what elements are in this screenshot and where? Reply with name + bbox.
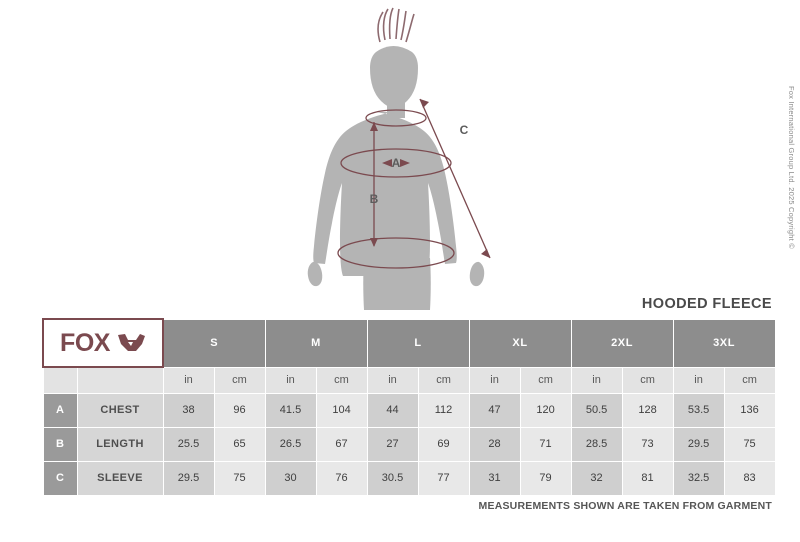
unit-m-cm: cm xyxy=(316,367,367,393)
cell-chest-3xl-in: 53.5 xyxy=(673,393,724,427)
unit-s-cm: cm xyxy=(214,367,265,393)
cell-sleeve-l-in: 30.5 xyxy=(367,461,418,495)
row-letter-a: A xyxy=(43,393,77,427)
marker-c-label: C xyxy=(459,123,469,137)
marker-b-label: B xyxy=(369,192,379,206)
cell-chest-m-in: 41.5 xyxy=(265,393,316,427)
size-chart-table xyxy=(42,318,776,496)
cell-sleeve-3xl-in: 32.5 xyxy=(673,461,724,495)
unit-row-spacer-letter xyxy=(43,367,77,393)
cell-length-l-cm: 69 xyxy=(418,427,469,461)
cell-chest-2xl-in: 50.5 xyxy=(571,393,622,427)
unit-l-cm: cm xyxy=(418,367,469,393)
row-label-length: LENGTH xyxy=(77,427,163,461)
measurement-note: MEASUREMENTS SHOWN ARE TAKEN FROM GARMENT xyxy=(478,500,772,512)
table-unit-row xyxy=(43,367,775,393)
unit-3xl-in: in xyxy=(673,367,724,393)
cell-length-m-in: 26.5 xyxy=(265,427,316,461)
cell-length-l-in: 27 xyxy=(367,427,418,461)
hair-bun-icon xyxy=(378,8,414,42)
row-letter-c: C xyxy=(43,461,77,495)
row-label-sleeve: SLEEVE xyxy=(77,461,163,495)
cell-chest-l-in: 44 xyxy=(367,393,418,427)
unit-3xl-cm: cm xyxy=(724,367,775,393)
size-header-l: L xyxy=(367,319,469,367)
cell-sleeve-2xl-in: 32 xyxy=(571,461,622,495)
size-header-2xl: 2XL xyxy=(571,319,673,367)
cell-sleeve-s-cm: 75 xyxy=(214,461,265,495)
body-silhouette xyxy=(308,46,485,310)
cell-chest-2xl-cm: 128 xyxy=(622,393,673,427)
unit-l-in: in xyxy=(367,367,418,393)
row-letter-b: B xyxy=(43,427,77,461)
table-row xyxy=(43,427,775,461)
cell-length-3xl-in: 29.5 xyxy=(673,427,724,461)
marker-a-label: A xyxy=(391,156,401,170)
brand-name: FOX xyxy=(60,328,110,357)
unit-s-in: in xyxy=(163,367,214,393)
unit-xl-in: in xyxy=(469,367,520,393)
cell-length-xl-in: 28 xyxy=(469,427,520,461)
cell-length-3xl-cm: 75 xyxy=(724,427,775,461)
female-torso-diagram xyxy=(250,0,560,310)
cell-chest-xl-in: 47 xyxy=(469,393,520,427)
cell-length-m-cm: 67 xyxy=(316,427,367,461)
brand-logo-cell xyxy=(43,319,163,367)
cell-sleeve-3xl-cm: 83 xyxy=(724,461,775,495)
size-header-s: S xyxy=(163,319,265,367)
cell-length-2xl-in: 28.5 xyxy=(571,427,622,461)
unit-2xl-cm: cm xyxy=(622,367,673,393)
fox-head-icon xyxy=(116,332,146,354)
size-header-xl: XL xyxy=(469,319,571,367)
cell-sleeve-xl-cm: 79 xyxy=(520,461,571,495)
cell-chest-s-in: 38 xyxy=(163,393,214,427)
cell-chest-m-cm: 104 xyxy=(316,393,367,427)
table-row xyxy=(43,461,775,495)
unit-2xl-in: in xyxy=(571,367,622,393)
cell-chest-xl-cm: 120 xyxy=(520,393,571,427)
unit-xl-cm: cm xyxy=(520,367,571,393)
cell-sleeve-m-in: 30 xyxy=(265,461,316,495)
cell-sleeve-xl-in: 31 xyxy=(469,461,520,495)
cell-chest-3xl-cm: 136 xyxy=(724,393,775,427)
table-header-row xyxy=(43,319,775,367)
unit-m-in: in xyxy=(265,367,316,393)
cell-sleeve-2xl-cm: 81 xyxy=(622,461,673,495)
cell-sleeve-s-in: 29.5 xyxy=(163,461,214,495)
cell-chest-s-cm: 96 xyxy=(214,393,265,427)
cell-chest-l-cm: 112 xyxy=(418,393,469,427)
cell-sleeve-m-cm: 76 xyxy=(316,461,367,495)
cell-length-s-in: 25.5 xyxy=(163,427,214,461)
cell-sleeve-l-cm: 77 xyxy=(418,461,469,495)
page-title: HOODED FLEECE xyxy=(641,296,772,312)
size-header-3xl: 3XL xyxy=(673,319,775,367)
cell-length-s-cm: 65 xyxy=(214,427,265,461)
unit-row-spacer-label xyxy=(77,367,163,393)
table-row xyxy=(43,393,775,427)
cell-length-xl-cm: 71 xyxy=(520,427,571,461)
row-label-chest: CHEST xyxy=(77,393,163,427)
cell-length-2xl-cm: 73 xyxy=(622,427,673,461)
copyright-text: Fox International Group Ltd. 2025 Copyright © xyxy=(787,86,796,249)
size-header-m: M xyxy=(265,319,367,367)
